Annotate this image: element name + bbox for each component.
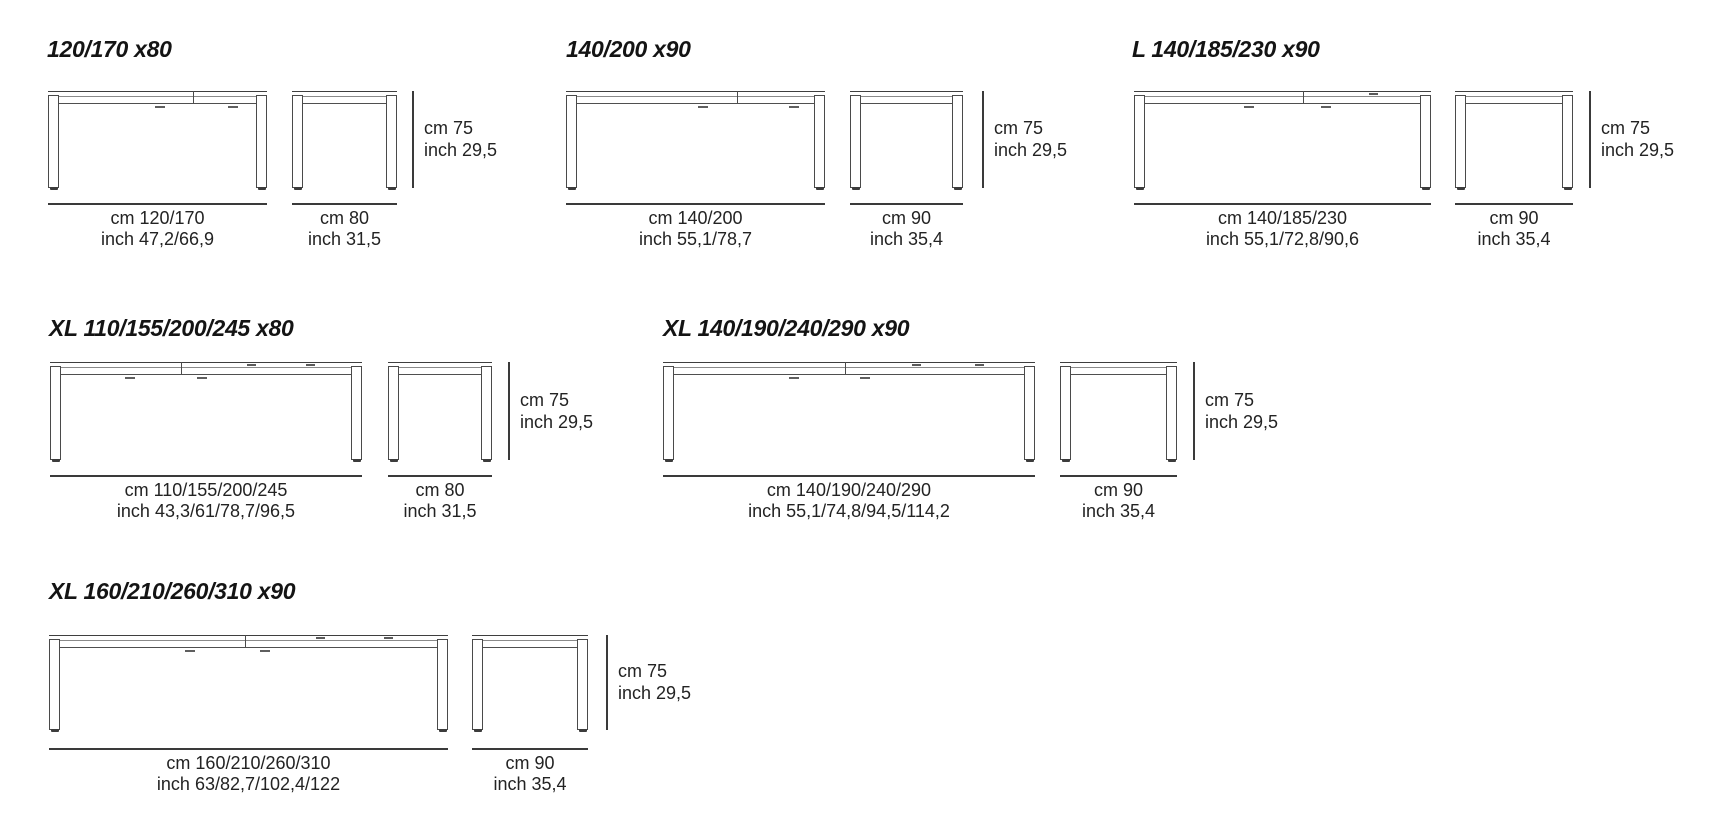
width-dimension-line [49,748,448,750]
extension-mark [306,364,315,366]
depth-inch-value: inch 31,5 [403,501,477,521]
variant-title: 140/200 x90 [566,36,691,62]
tabletop [566,91,825,97]
table-leg [850,95,861,188]
slide-mark [1321,106,1331,108]
table-front-view [48,91,267,188]
tabletop [48,91,267,97]
width-cm-value: cm 110/155/200/245 [124,480,288,500]
table-leg [386,95,397,188]
slide-mark [698,106,708,108]
table-leg [50,366,61,460]
height-cm-value: cm 75 [1205,390,1255,410]
slide-mark [860,377,870,379]
apron-rail [399,366,481,375]
width-label [9,753,488,795]
height-cm-value: cm 75 [618,661,668,681]
slide-mark [185,650,195,652]
slide-mark [155,106,165,108]
height-inch-value: inch 29,5 [424,140,498,160]
table-leg [437,639,448,730]
width-dimension-line [566,203,825,205]
extension-mark [1369,93,1378,95]
table-leg [1060,366,1071,460]
variant-title: XL 110/155/200/245 x80 [49,315,294,341]
tabletop [1455,91,1573,97]
depth-dimension-line [388,475,492,477]
depth-dimension-line [472,748,588,750]
table-leg [351,366,362,460]
table-front-view [663,362,1035,460]
depth-dimension-line [292,203,397,205]
apron-rail [577,95,814,104]
height-dimension-line [1193,362,1195,460]
slide-mark [125,377,135,379]
table-leg [1024,366,1035,460]
variant-title: XL 160/210/260/310 x90 [49,578,296,604]
height-dimension-line [1589,91,1591,188]
width-dimension-line [1134,203,1431,205]
width-label [10,480,402,522]
table-side-view [292,91,397,188]
tabletop [472,635,588,641]
width-cm-value: cm 120/170 [110,208,205,228]
width-dimension-line [50,475,362,477]
table-side-view [388,362,492,460]
width-cm-value: cm 140/200 [648,208,743,228]
table-leg [49,639,60,730]
height-dimension-line [412,91,414,188]
depth-label [1020,480,1217,522]
depth-inch-value: inch 35,4 [869,229,944,249]
apron-rail [1466,95,1562,104]
tabletop [388,362,492,368]
table-leg [1455,95,1466,188]
width-cm-value: cm 140/185/230 [1217,208,1348,228]
table-side-view [1060,362,1177,460]
width-inch-value: inch 43,3/61/78,7/96,5 [116,501,296,521]
table-leg [952,95,963,188]
table-leg [1166,366,1177,460]
table-front-view [49,635,448,730]
extension-seam [193,91,194,104]
variant-title: 120/170 x80 [47,36,172,62]
height-dimension-line [982,91,984,188]
slide-mark [789,377,799,379]
width-label [526,208,865,250]
depth-cm-value: cm 80 [415,480,465,500]
apron-rail [1145,95,1420,104]
height-dimension-line [606,635,608,730]
table-leg [472,639,483,730]
height-inch-value: inch 29,5 [1205,412,1279,432]
table-leg [388,366,399,460]
depth-inch-value: inch 35,4 [1477,229,1551,249]
depth-inch-value: inch 35,4 [493,774,567,794]
table-side-view [850,91,963,188]
tabletop [663,362,1035,368]
height-dimension-line [508,362,510,460]
extension-seam [245,635,246,648]
apron-rail [483,639,577,648]
depth-dimension-line [1060,475,1177,477]
tabletop [1134,91,1431,97]
height-inch-value: inch 29,5 [520,412,594,432]
depth-dimension-line [1455,203,1573,205]
depth-label [252,208,437,250]
width-inch-value: inch 55,1/72,8/90,6 [1205,229,1360,249]
depth-cm-value: cm 80 [319,208,370,228]
depth-label [810,208,1003,250]
height-cm-value: cm 75 [520,390,570,410]
width-cm-value: cm 160/210/260/310 [166,753,331,773]
extension-seam [845,362,846,375]
apron-rail [861,95,952,104]
apron-rail [60,639,437,648]
table-leg [814,95,825,188]
table-leg [292,95,303,188]
depth-label [432,753,628,795]
height-inch-value: inch 29,5 [994,140,1068,160]
apron-rail [61,366,351,375]
slide-mark [1244,106,1254,108]
height-label [1601,117,1674,161]
extension-mark [975,364,984,366]
height-label [1205,389,1278,433]
depth-dimension-line [850,203,963,205]
apron-rail [1071,366,1166,375]
apron-rail [59,95,256,104]
slide-mark [260,650,270,652]
height-label [520,389,593,433]
height-cm-value: cm 75 [1601,118,1651,138]
depth-inch-value: inch 35,4 [1081,501,1156,521]
tabletop [50,362,362,368]
extension-mark [247,364,256,366]
width-dimension-line [663,475,1035,477]
slide-mark [228,106,238,108]
height-label [424,117,497,161]
table-side-view [472,635,588,730]
extension-mark [316,637,325,639]
depth-cm-value: cm 90 [1489,208,1539,228]
depth-label [1415,208,1613,250]
extension-mark [912,364,921,366]
depth-label [348,480,532,522]
depth-inch-value: inch 31,5 [307,229,382,249]
depth-cm-value: cm 90 [505,753,555,773]
table-leg [577,639,588,730]
width-cm-value: cm 140/190/240/290 [766,480,932,500]
height-cm-value: cm 75 [424,118,474,138]
extension-mark [384,637,393,639]
slide-mark [789,106,799,108]
table-leg [566,95,577,188]
table-front-view [50,362,362,460]
apron-rail [674,366,1024,375]
table-front-view [1134,91,1431,188]
width-label [8,208,307,250]
width-label [623,480,1075,522]
width-inch-value: inch 55,1/78,7 [638,229,753,249]
table-side-view [1455,91,1573,188]
height-inch-value: inch 29,5 [1601,140,1675,160]
table-leg [48,95,59,188]
tabletop [850,91,963,97]
tabletop [292,91,397,97]
width-dimension-line [48,203,267,205]
table-leg [481,366,492,460]
table-leg [256,95,267,188]
height-label [618,660,691,704]
width-label [1094,208,1471,250]
variant-title: L 140/185/230 x90 [1132,36,1320,62]
width-inch-value: inch 63/82,7/102,4/122 [156,774,341,794]
depth-cm-value: cm 90 [1093,480,1144,500]
extension-seam [181,362,182,375]
table-leg [1134,95,1145,188]
extension-seam [737,91,738,104]
extension-seam [1303,91,1304,104]
width-inch-value: inch 47,2/66,9 [100,229,215,249]
table-leg [663,366,674,460]
table-leg [1420,95,1431,188]
apron-rail [303,95,386,104]
tabletop [49,635,448,641]
variant-title: XL 140/190/240/290 x90 [663,315,910,341]
tabletop [1060,362,1177,368]
table-leg [1562,95,1573,188]
height-label [994,117,1067,161]
height-cm-value: cm 75 [994,118,1044,138]
depth-cm-value: cm 90 [881,208,932,228]
width-inch-value: inch 55,1/74,8/94,5/114,2 [748,501,950,521]
slide-mark [197,377,207,379]
table-front-view [566,91,825,188]
height-inch-value: inch 29,5 [618,683,692,703]
